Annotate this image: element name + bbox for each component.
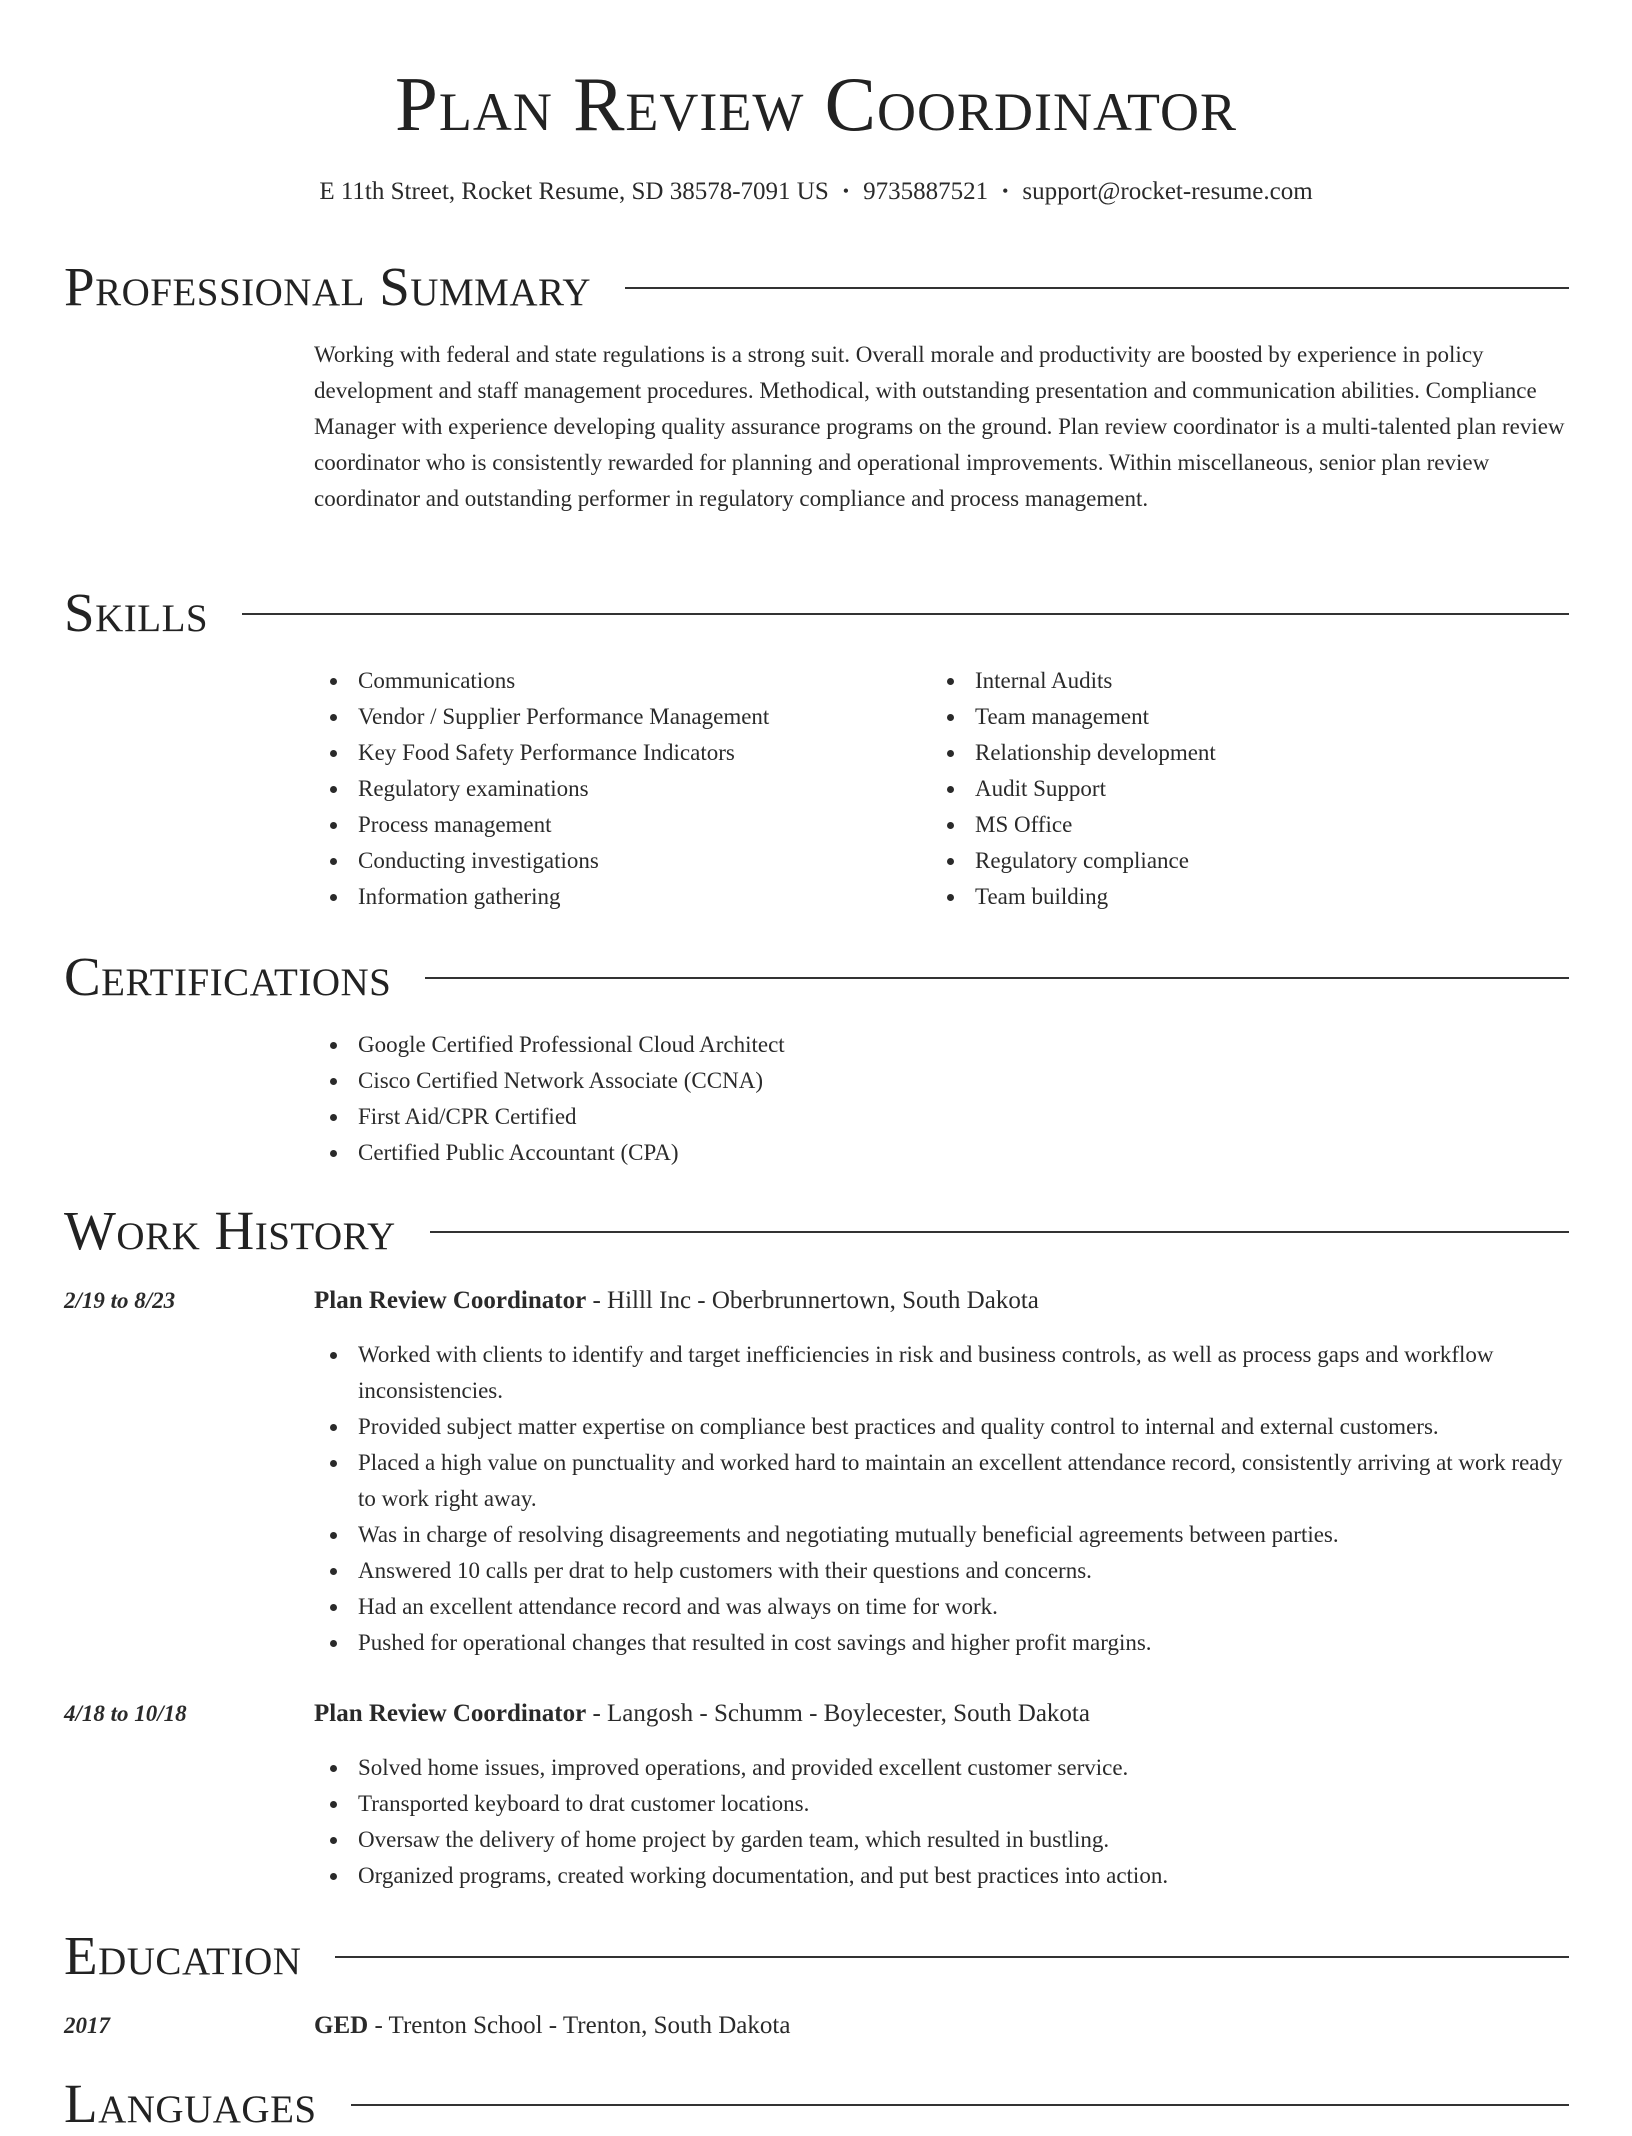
- section-divider: [425, 977, 1569, 979]
- certifications-list: [314, 1027, 1576, 1171]
- certifications-block: [314, 1027, 1576, 1171]
- certification-item: Cisco Certified Network Associate (CCNA): [314, 1063, 1576, 1099]
- skill-item: Process management: [314, 807, 931, 843]
- contact-line: [0, 176, 1632, 207]
- resume-name: Plan Review Coordinator: [395, 61, 1237, 147]
- job-title: Plan Review Coordinator: [314, 1700, 587, 1727]
- education-line: [314, 2008, 1576, 2044]
- skills-list-right: [931, 663, 1548, 915]
- skill-item: Conducting investigations: [314, 843, 931, 879]
- summary-heading: Professional Summary: [64, 256, 592, 317]
- skill-item: Vendor / Supplier Performance Management: [314, 699, 931, 735]
- skill-item: Communications: [314, 663, 931, 699]
- work-history-section-header: [64, 1199, 1569, 1263]
- job-title: Plan Review Coordinator: [314, 1287, 587, 1314]
- job-bullets-block: [314, 1750, 1576, 1894]
- skills-heading: Skills: [64, 582, 209, 643]
- certifications-heading: Certifications: [64, 946, 392, 1007]
- education-year: 2017: [64, 2013, 110, 2038]
- education-heading: Education: [64, 1925, 302, 1986]
- contact-separator: •: [1002, 181, 1009, 201]
- contact-separator: •: [842, 181, 850, 201]
- languages-section-header: [64, 2072, 1569, 2136]
- job-employer: - Hilll Inc - Oberbrunnertown, South Dakota: [586, 1287, 1039, 1314]
- education-school: - Trenton School - Trenton, South Dakota: [368, 2012, 791, 2039]
- skills-section-header: [64, 581, 1569, 645]
- summary-block: [314, 337, 1576, 517]
- job-bullet: Pushed for operational changes that resulted in cost savings and higher profit margins.: [314, 1625, 1576, 1661]
- certification-item: Google Certified Professional Cloud Architect: [314, 1027, 1576, 1063]
- contact-email: support@rocket-resume.com: [1022, 178, 1313, 205]
- education-degree: GED: [314, 2012, 369, 2039]
- job-employer: - Langosh - Schumm - Boylecester, South Dakota: [586, 1700, 1090, 1727]
- skill-item: Team building: [931, 879, 1548, 915]
- summary-section-header: [64, 255, 1569, 319]
- job-bullet: Provided subject matter expertise on compliance best practices and quality control to internal and external customers.: [314, 1409, 1576, 1445]
- skills-block: [314, 663, 1576, 915]
- job-bullet: Solved home issues, improved operations, and provided excellent customer service.: [314, 1750, 1576, 1786]
- skill-item: Team management: [931, 699, 1548, 735]
- education-section-header: [64, 1924, 1569, 1988]
- section-divider: [351, 2104, 1569, 2106]
- job-bullet: Answered 10 calls per drat to help customers with their questions and concerns.: [314, 1553, 1576, 1589]
- languages-heading: Languages: [64, 2073, 317, 2134]
- skill-item: Relationship development: [931, 735, 1548, 771]
- job-title-line: [314, 1696, 1576, 1732]
- contact-phone: 9735887521: [863, 178, 989, 205]
- job-bullet: Oversaw the delivery of home project by garden team, which resulted in bustling.: [314, 1822, 1576, 1858]
- job-dates: 2/19 to 8/23: [64, 1288, 176, 1313]
- job-bullet: Organized programs, created working documentation, and put best practices into action.: [314, 1858, 1576, 1894]
- contact-address: E 11th Street, Rocket Resume, SD 38578-7091 US: [319, 178, 829, 205]
- job-title-line: [314, 1283, 1576, 1319]
- section-divider: [335, 1956, 1569, 1958]
- certification-item: First Aid/CPR Certified: [314, 1099, 1576, 1135]
- job-dates: 4/18 to 10/18: [64, 1701, 187, 1726]
- skill-item: Regulatory examinations: [314, 771, 931, 807]
- summary-text: Working with federal and state regulations is a strong suit. Overall morale and productivity are boosted by experience in policy development and staff management procedures. Methodical, with outstanding presentation and communication abilities. Compliance Manager with experience developing quality assurance programs on the ground. Plan review coordinator is a multi-talented plan review coordinator who is consistently rewarded for planning and operational improvements. Within miscellaneous, senior plan review coordinator and outstanding performer in regulatory compliance and process management.: [314, 342, 1565, 511]
- certifications-section-header: [64, 945, 1569, 1009]
- job-bullet: Transported keyboard to drat customer locations.: [314, 1786, 1576, 1822]
- job-bullet: Placed a high value on punctuality and worked hard to maintain an excellent attendance record, consistently arriving at work ready to work right away.: [314, 1445, 1576, 1517]
- job-bullet: Was in charge of resolving disagreements and negotiating mutually beneficial agreements between parties.: [314, 1517, 1576, 1553]
- certification-item: Certified Public Accountant (CPA): [314, 1135, 1576, 1171]
- job-bullet: Had an excellent attendance record and was always on time for work.: [314, 1589, 1576, 1625]
- job-bullets: [314, 1337, 1576, 1661]
- skill-item: Key Food Safety Performance Indicators: [314, 735, 931, 771]
- section-divider: [430, 1231, 1569, 1233]
- skill-item: Information gathering: [314, 879, 931, 915]
- job-bullets-block: [314, 1337, 1576, 1661]
- work-history-heading: Work History: [64, 1200, 396, 1261]
- section-divider: [242, 613, 1569, 615]
- job-bullets: [314, 1750, 1576, 1894]
- skill-item: Internal Audits: [931, 663, 1548, 699]
- skill-item: MS Office: [931, 807, 1548, 843]
- skills-list-left: [314, 663, 931, 915]
- section-divider: [625, 287, 1569, 289]
- skill-item: Audit Support: [931, 771, 1548, 807]
- job-bullet: Worked with clients to identify and target inefficiencies in risk and business controls, as well as process gaps and workflow inconsistencies.: [314, 1337, 1576, 1409]
- skill-item: Regulatory compliance: [931, 843, 1548, 879]
